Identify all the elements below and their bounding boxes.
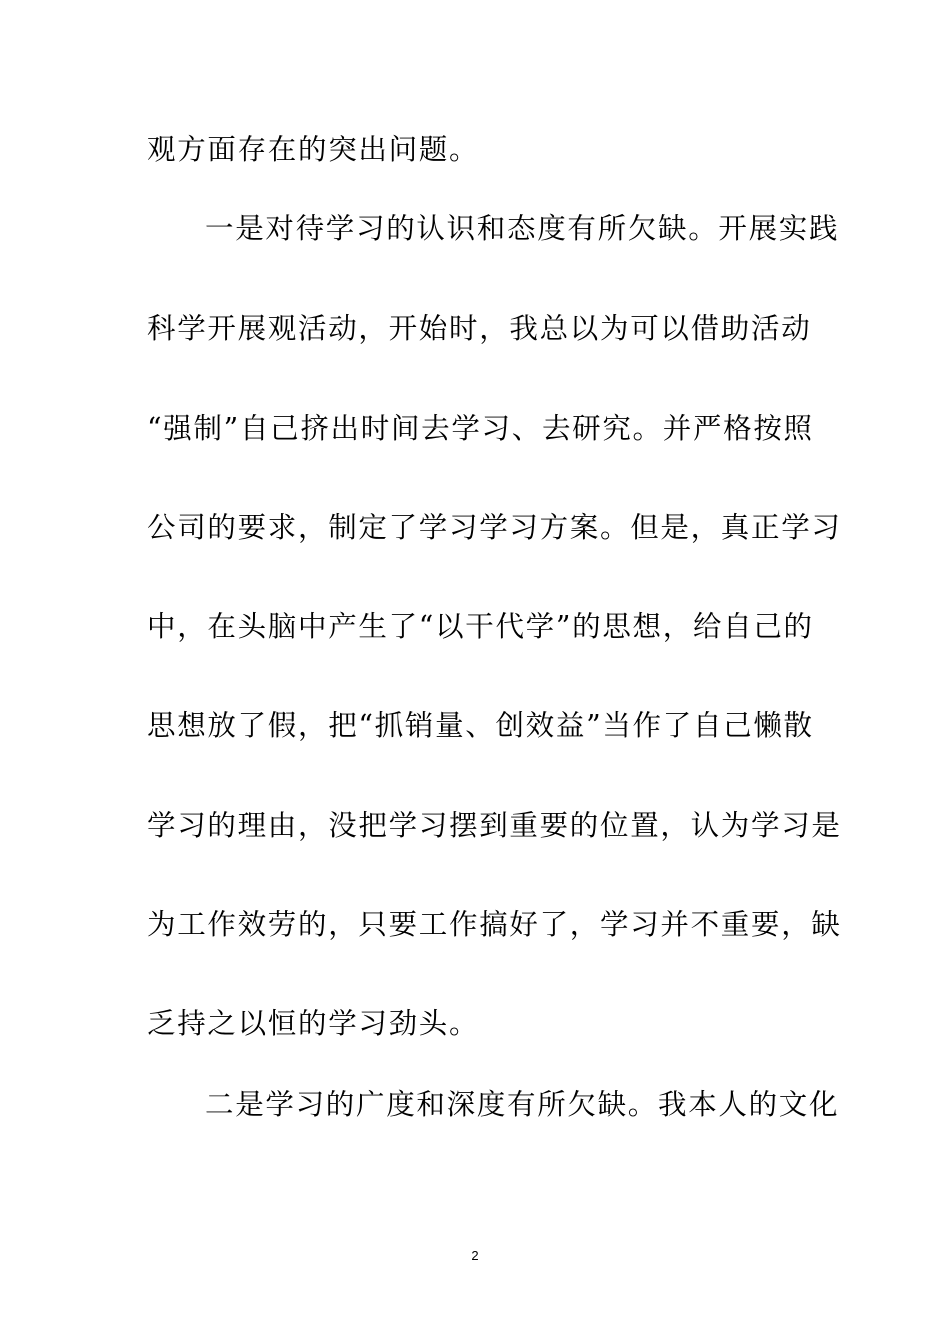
text-line-4: “强制”自己挤出时间去学习、去研究。并严格按照 — [147, 412, 814, 445]
text-line-3: 科学开展观活动，开始时，我总以为可以借助活动 — [147, 312, 812, 345]
text-line-8: 学习的理由，没把学习摆到重要的位置，认为学习是 — [147, 809, 842, 842]
page-number: 2 — [471, 1248, 479, 1263]
text-line-1: 观方面存在的突出问题。 — [147, 133, 480, 166]
text-line-7: 思想放了假，把“抓销量、创效益”当作了自己懒散 — [147, 709, 814, 742]
text-line-10: 乏持之以恒的学习劲头。 — [147, 1007, 480, 1040]
text-line-2: 一是对待学习的认识和态度有所欠缺。开展实践 — [205, 212, 840, 245]
text-line-11: 二是学习的广度和深度有所欠缺。我本人的文化 — [205, 1088, 840, 1121]
text-line-9: 为工作效劳的，只要工作搞好了，学习并不重要，缺 — [147, 908, 842, 941]
text-line-5: 公司的要求，制定了学习学习方案。但是，真正学习 — [147, 511, 842, 544]
text-line-6: 中，在头脑中产生了“以干代学”的思想，给自己的 — [147, 610, 814, 643]
